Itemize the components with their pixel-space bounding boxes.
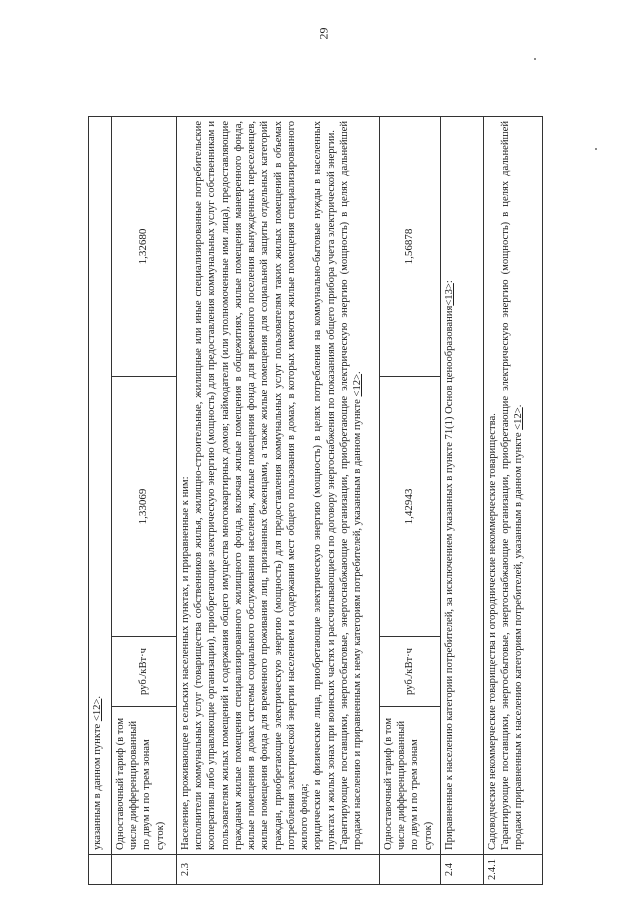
row-number: 2.3 [177, 855, 380, 885]
description-paragraph: юридические и физические лица, приобретающие электрическую энергию (мощность) в целях потребления на коммунально-бытовые нужды в населенных пунктах и жилых зонах при воинских частях и рассчитывающиеся по договору энергоснабжения по показаниям общего прибора учета электрической энергии. [312, 120, 337, 850]
tariff-name: Одноставочный тариф (в том числе дифференцированный по двум и по трем зонам суток) [112, 707, 177, 855]
table-row [89, 116, 112, 884]
number-cell [112, 855, 177, 885]
table-row [380, 116, 441, 884]
footnote-link[interactable]: <12> [92, 698, 103, 722]
footnote-link[interactable]: <12> [513, 407, 525, 430]
table-row [177, 116, 380, 884]
tariff-table [88, 116, 543, 885]
row-text-part: : [444, 280, 455, 284]
footnote-link[interactable]: <12> [352, 373, 364, 397]
category-description [484, 116, 543, 854]
tariff-value-first-half: 1,42943 [380, 377, 441, 637]
category-description [441, 116, 484, 854]
paragraph-text: Гарантирующие поставщики, энергосбытовые, энергоснабжающие организации, приобретающие электрическую энергию (мощность) в целях дальнейшей продажи населению и приравненным к нему категориям потребителей, указанным в данном пункте [338, 120, 364, 850]
row-number: 2.4.1 [484, 855, 543, 885]
row-text-part: указанным в данном пункте [92, 721, 103, 850]
description-paragraph: исполнители коммунальных услуг (товарищества собственников жилья, жилищно-строительные, жилищные или иные специализированные потребительские кооперативы либо управляющие организации), приобретающие электрическую энергию (мощность) для предоставления коммунальных услуг собственникам и пользователям жилых помещений и содержания общего имущества многоквартирных домов; наймодатели (или уполномоченные ими лица), предоставляющие гражданам жилые помещения специализированного жилищного фонда, включая жилые помещения в общежитиях, жилые помещения маневренного фонда, жилые помещения в домах системы социального обслуживания населения, жилые помещения фонда для временного поселения вынужденных переселенцев, жилые помещения фонда для временного проживания лиц, признанных беженцами, а также жилые помещения для социальной защиты отдельных категорий граждан, приобретающие электрическую энергию (мощность) для предоставления коммунальных услуг пользователям таких жилых помещений в объемах потребления электрической энергии населением и содержания мест общего пользования в домах, в которых имеются жилые помещения специализированного жилого фонда; [193, 120, 311, 850]
table-row [112, 116, 177, 884]
tariff-unit: руб./кВт·ч [380, 637, 441, 707]
scan-speck [595, 148, 597, 150]
tariff-value-second-half: 1,32680 [112, 116, 177, 376]
page-number: 29 [316, 27, 331, 40]
tariff-value-first-half: 1,33069 [112, 377, 177, 637]
number-cell [89, 855, 112, 885]
row-number: 2.4 [441, 855, 484, 885]
description-paragraph: Население, проживающее в сельских населенных пунктах, и приравненные к ним: [180, 476, 191, 850]
description-paragraph [499, 121, 525, 850]
row-text-part: Приравненные к населению категории потребителей, за исключением указанных в пункте 71(1) Основ ценообразования [444, 305, 455, 850]
description-paragraph: Садоводческие некоммерческие товарищества и огороднические некоммерческие товарищества. [487, 413, 498, 850]
number-cell [380, 855, 441, 885]
description-paragraph [338, 121, 364, 850]
paragraph-text: . [513, 404, 525, 408]
table-row [441, 116, 484, 884]
footnote-link[interactable]: <13> [444, 283, 455, 306]
scan-speck [534, 58, 536, 60]
category-description [177, 116, 380, 854]
paragraph-text: . [352, 371, 364, 374]
table-row [484, 116, 543, 884]
tariff-value-second-half: 1,56878 [380, 116, 441, 376]
row-text-part: . [92, 695, 103, 699]
paragraph-text: Гарантирующие поставщики, энергосбытовые, энергоснабжающие организации, приобретающие электрическую энергию (мощность) в целях дальнейшей продажи приравненным к населению категориям потребителей, указанным в данном пункте [500, 120, 525, 850]
row-text [89, 116, 112, 854]
tariff-unit: руб./кВт·ч [112, 637, 177, 707]
tariff-name: Одноставочный тариф (в том числе дифференцированный по двум и по трем зонам суток) [380, 707, 441, 855]
